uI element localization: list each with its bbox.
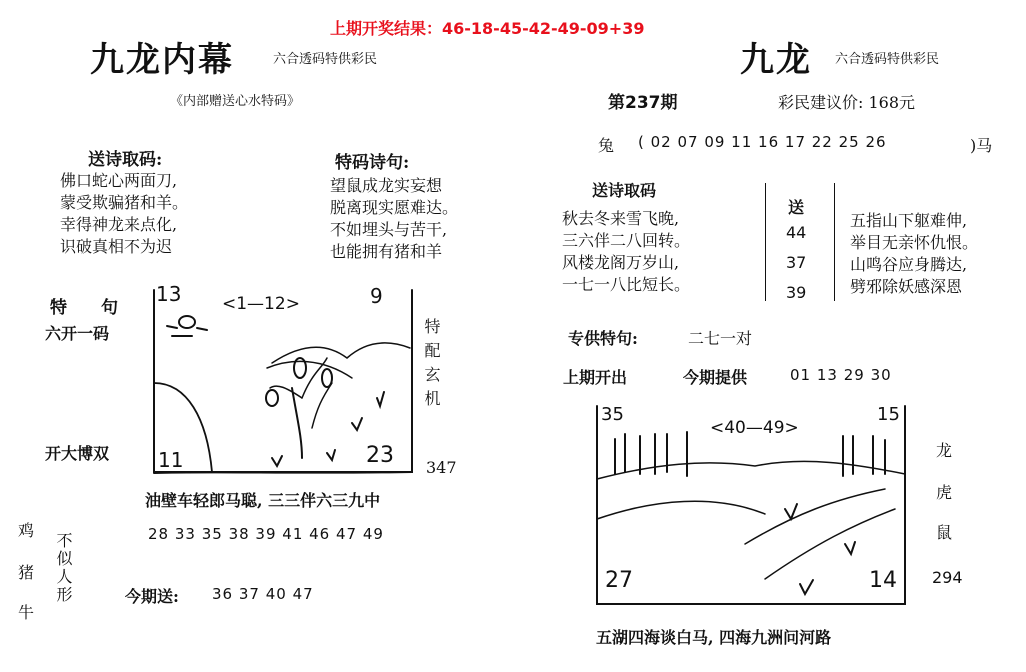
gift-title: 《内部赠送心水特码》 [170,94,301,109]
left-numbers: 28 33 35 38 39 41 46 47 49 [148,525,384,543]
horse-label: )马 [970,136,993,155]
busi-label-vertical: 不似人形 [54,532,73,604]
side-animal-item: 虎 [936,483,953,502]
animal-item: 猪 [18,563,35,582]
send-label: 送 [788,198,805,217]
poem-line: 风楼龙阁万岁山, [562,253,680,272]
poem-line: 佛口蛇心两面刀, [60,171,178,190]
teju-label: 特 句 [50,298,118,318]
sketch-range: <40—49> [710,418,799,438]
poem-line: 山鸣谷应身腾达, [850,255,968,274]
today-label: 今期送: [125,587,179,606]
poem-line: 识破真相不为迟 [60,237,173,256]
last-open-label: 上期开出 [563,368,628,387]
send-number: 37 [786,253,807,272]
poem-line: 脱离现实愿难达。 [330,198,459,217]
rabbit-numbers: ( 02 07 09 11 16 17 22 25 26 [638,133,887,151]
right-verse: 五湖四海谈白马, 四海九洲问河路 [596,628,832,647]
kaida-label: 开大博双 [45,444,110,463]
send-number: 44 [786,223,807,242]
sketch-bl-number: 27 [605,568,633,593]
poem-line: 举目无亲怀仇恨。 [850,233,979,252]
special-label: 专供特句: [568,329,638,348]
poem-line: 一七一八比短长。 [562,275,691,294]
sketch-bl-number: 11 [158,448,184,472]
poem-line: 也能拥有猪和羊 [330,242,443,261]
number-294: 294 [932,568,963,587]
last-result-text: 上期开奖结果：46-18-45-42-49-09+39 [330,19,645,38]
today-numbers: 36 37 40 47 [212,585,314,603]
liukai-label: 六开一码 [45,324,110,343]
poem-line: 秋去冬来雪飞晚, [562,209,680,228]
right-subtitle: 六合透码特供彩民 [835,52,940,67]
side-animal-item: 鼠 [936,523,953,542]
poem-line: 劈邪除妖感深恩 [850,277,963,296]
left-subtitle: 六合透码特供彩民 [273,52,378,67]
sketch-tr-number: 15 [877,404,900,425]
sketch-tr-number: 9 [370,284,383,308]
right-title: 九龙 [740,40,812,80]
sketch-tl-number: 13 [156,282,182,306]
left-poem [60,170,188,258]
tema-poem [330,175,458,263]
left-verse: 油壁车轻郎马聪, 三三伴六三九中 [145,491,381,510]
right-sketch [595,404,907,604]
left-title: 九龙内幕 [90,40,234,80]
sketch-tl-number: 35 [601,404,624,425]
right-poem-title: 送诗取码 [592,181,657,200]
sketch-br-number: 14 [869,568,897,593]
special-value: 二七一对 [688,329,753,348]
sketch-br-number: 23 [366,443,394,468]
sketch-range: <1—12> [222,294,300,314]
side-animal-item: 龙 [936,441,953,460]
right-poem [562,208,690,296]
poem-line: 蒙受欺骗猪和羊。 [60,193,189,212]
right-poem-2 [850,210,978,298]
animal-item: 牛 [18,603,35,622]
poem-line: 五指山下躯难伸, [850,211,968,230]
issue-number: 第237期 [608,93,678,113]
tepei-xuanji-vertical: 特配玄机 [422,318,441,414]
provide-label: 今期提供 [683,368,748,387]
number-347: 347 [426,458,457,477]
provide-numbers: 01 13 29 30 [790,366,892,384]
left-sketch [152,282,412,472]
poem-line: 望鼠成龙实妄想 [330,176,443,195]
tema-title: 特码诗句: [335,153,410,173]
poem-line: 不如埋头与苦干, [330,220,448,239]
send-box [765,183,835,301]
left-poem-title: 送诗取码: [88,150,163,170]
poem-line: 三六伴二八回转。 [562,231,691,250]
send-number: 39 [786,283,807,302]
suggested-price: 彩民建议价: 168元 [778,93,916,112]
animal-item: 鸡 [18,521,35,540]
rabbit-label: 兔 [598,136,615,155]
poem-line: 幸得神龙来点化, [60,215,178,234]
